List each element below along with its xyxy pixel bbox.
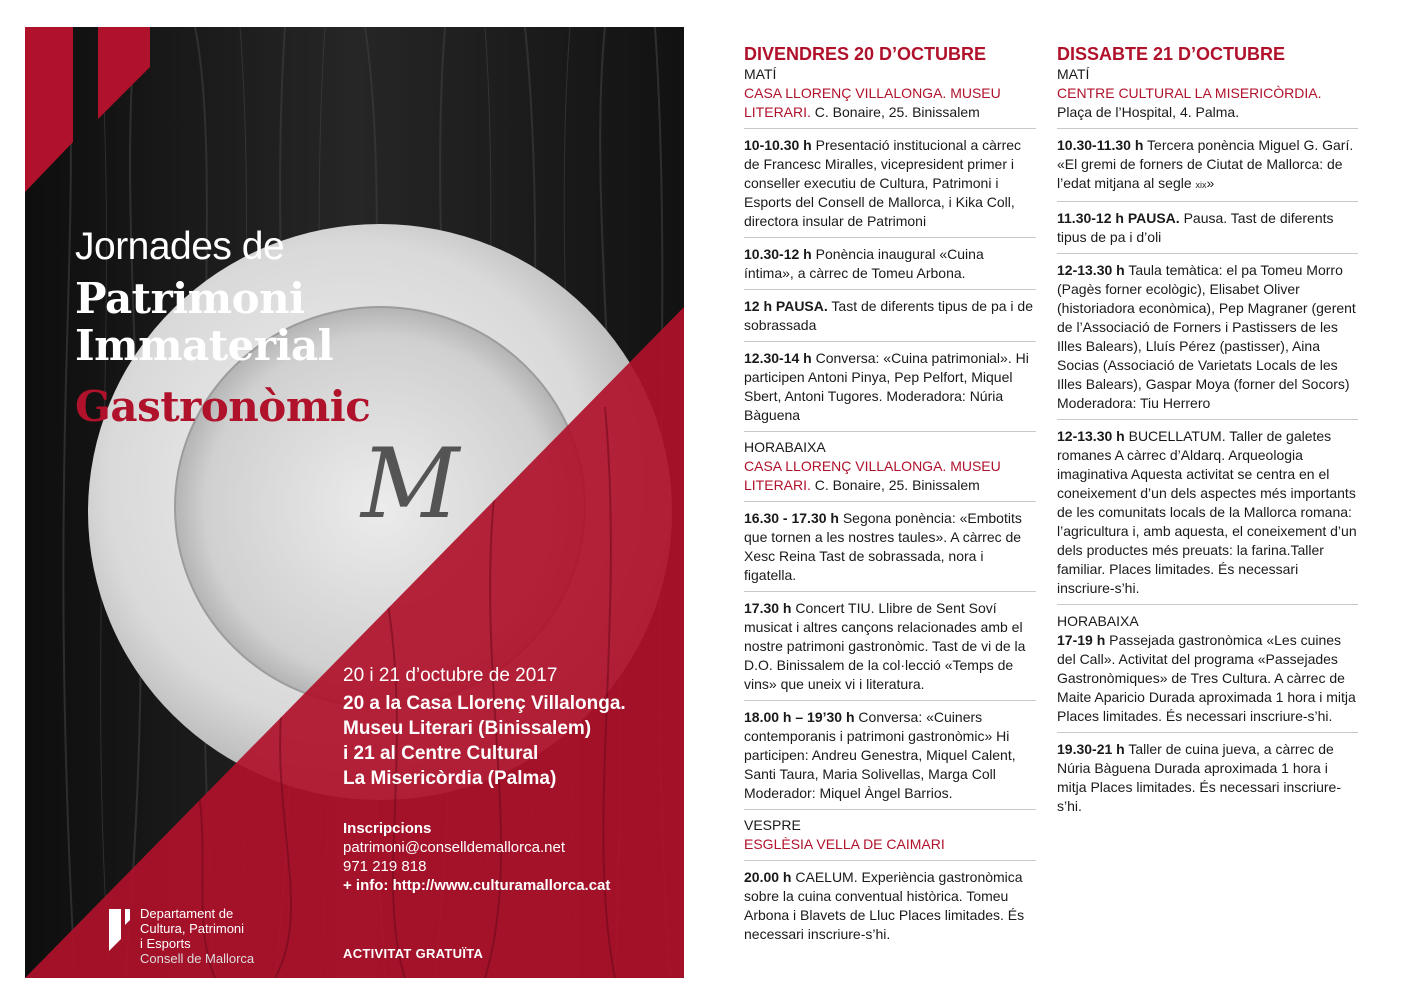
title-line-3: Immaterial — [75, 321, 334, 370]
venue-address: Plaça de l’Hospital, 4. Palma. — [1057, 104, 1240, 120]
free-activity-label: ACTIVITAT GRATUÏTA — [343, 946, 484, 961]
venue-line: i 21 al Centre Cultural — [343, 743, 539, 764]
title-line-1: Jornades de — [75, 225, 285, 268]
day-heading: DISSABTE 21 D’OCTUBRE — [1057, 44, 1286, 64]
section-label: HORABAIXA — [1057, 613, 1139, 629]
event-dates: 20 i 21 d’octubre de 2017 — [343, 665, 558, 686]
schedule-item: 17.30 h Concert TIU. Llibre de Sent Soví musicat i altres cançons relacionades amb el nostre patrimoni gastronòmic. Tast de vi de la D.O. Binissalem de la col·lecció «Temps de vins» que uneix vi i literatura. — [744, 592, 1036, 701]
schedule-item: 11.30-12 h PAUSA. Pausa. Tast de diferents tipus de pa i d’oli — [1057, 202, 1358, 254]
schedule-item: 12-13.30 h BUCELLATUM. Taller de galetes romanes A càrrec d’Aldarq. Arqueologia imaginativa Aquesta activitat se centra en el coneixement d’un dels aspectes més importants de les comunitats locals de la Mallorca romana: l’agricultura i, amb aquesta, el coneixement d’un dels productes més preuats: la farina.Taller familiar. Places limitades. És necessari inscriure-s’hi. — [1057, 420, 1358, 605]
venue-name: CENTRE CULTURAL LA MISERICÒRDIA. — [1057, 85, 1322, 101]
event-poster — [25, 27, 684, 978]
venue-block — [1057, 84, 1358, 129]
inscriptions-contact — [343, 838, 610, 895]
title-line-4: Gastronòmic — [75, 382, 371, 431]
schedule-item: 20.00 h CAELUM. Experiència gastronòmica sobre la cuina conventual històrica. Tomeu Arbona i Blavets de Lluc Places limitades. És necessari inscriure-s’hi. — [744, 869, 1025, 942]
venue-block — [744, 432, 1036, 502]
schedule-item: 12.30-14 h Conversa: «Cuina patrimonial». Hi participen Antoni Pinya, Pep Pelfort, Miquel Sbert, Antoni Tugores. Moderadora: Núria Bàguena — [744, 342, 1036, 432]
dept-line: Cultura, Patrimoni — [140, 921, 245, 936]
dept-line: i Esports — [140, 936, 191, 951]
section-label: MATÍ — [1057, 66, 1090, 82]
department-credit — [140, 906, 254, 966]
programme-friday — [744, 43, 1036, 950]
council-name: Consell de Mallorca — [140, 951, 255, 966]
schedule-item: 10.30-12 h Ponència inaugural «Cuina íntima», a càrrec de Tomeu Arbona. — [744, 238, 1036, 290]
schedule-item: 10-10.30 h Presentació institucional a càrrec de Francesc Miralles, vicepresident primer i conseller executiu de Cultura, Patrimoni i Esports del Consell de Mallorca, i Kika Coll, directora insular de Patrimoni — [744, 129, 1036, 238]
schedule-item: HORABAIXA 17-19 h Passejada gastronòmica «Les cuines del Call». Activitat del programa «Passejades Gastronòmiques» de Tres Cultura. A càrrec de Maite Aparicio Durada aproximada 1 hora i mitja Places limitades. És necessari inscriure-s’hi. — [1057, 605, 1358, 733]
title-line-2: Patrimoni — [75, 274, 305, 323]
phone-number: 971 219 818 — [343, 858, 427, 875]
venue-block — [744, 84, 1036, 129]
inscriptions-heading: Inscripcions — [343, 820, 432, 837]
schedule-item: 16.30 - 17.30 h Segona ponència: «Embotits que tornen a les nostres taules». A càrrec de Xesc Reina Tast de sobrassada, nora i figatella. — [744, 502, 1036, 592]
schedule-item: 19.30-21 h Taller de cuina jueva, a càrrec de Núria Bàguena Durada aproximada 1 hora i mitja Places limitades. És necessari inscriure-s’hi. — [1057, 741, 1341, 814]
venue-name: CASA LLORENÇ VILLALONGA. MUSEU LITERARI. — [744, 85, 1001, 120]
venue-name: CASA LLORENÇ VILLALONGA. MUSEU LITERARI. — [744, 458, 1001, 493]
section-label: VESPRE — [744, 817, 801, 833]
venue-address: C. Bonaire, 25. Binissalem — [810, 104, 980, 120]
section-label: MATÍ — [744, 66, 777, 82]
venue-name: ESGLÈSIA VELLA DE CAIMARI — [744, 836, 945, 852]
schedule-item: 10.30-11.30 h Tercera ponència Miguel G. Garí. «El gremi de forners de Ciutat de Mallorca: de l’edat mitjana al segle xix» — [1057, 129, 1358, 202]
info-label: + info: — [343, 877, 393, 894]
venue-line: La Misericòrdia (Palma) — [343, 768, 557, 789]
day-heading: DIVENDRES 20 D’OCTUBRE — [744, 44, 987, 64]
dept-line: Departament de — [140, 906, 234, 921]
email-link[interactable]: patrimoni@conselldemallorca.net — [343, 839, 565, 856]
event-venues — [343, 691, 626, 791]
plate-monogram: M — [361, 428, 460, 540]
programme-saturday — [1057, 43, 1358, 822]
venue-address: C. Bonaire, 25. Binissalem — [810, 477, 980, 493]
venue-line: Museu Literari (Binissalem) — [343, 718, 592, 739]
schedule-item: 18.00 h – 19’30 h Conversa: «Cuiners contemporanis i patrimoni gastronòmic» Hi participen: Andreu Genestra, Miquel Calent, Santi Taura, Maria Solivellas, Marga Coll Moderador: Miquel Àngel Barrios. — [744, 701, 1036, 810]
info-url-link[interactable]: http://www.culturamallorca.cat — [392, 877, 611, 894]
schedule-item: 12 h PAUSA. Tast de diferents tipus de pa i de sobrassada — [744, 290, 1036, 342]
schedule-item: 12-13.30 h Taula temàtica: el pa Tomeu Morro (Pagès forner ecològic), Elisabet Oliver (historiadora econòmica), Pep Magraner (gerent de l’Associació de Forners i Pastissers de les Illes Balears), Lluís Pérez (pastisser), Aina Socias (Associació de Varietats Locals de les Illes Balears), Gaspar Moya (forner del Socors) Moderadora: Tiu Herrero — [1057, 254, 1358, 420]
venue-block — [744, 810, 1036, 861]
section-label: HORABAIXA — [744, 439, 826, 455]
venue-line: 20 a la Casa Llorenç Villalonga. — [343, 693, 626, 714]
